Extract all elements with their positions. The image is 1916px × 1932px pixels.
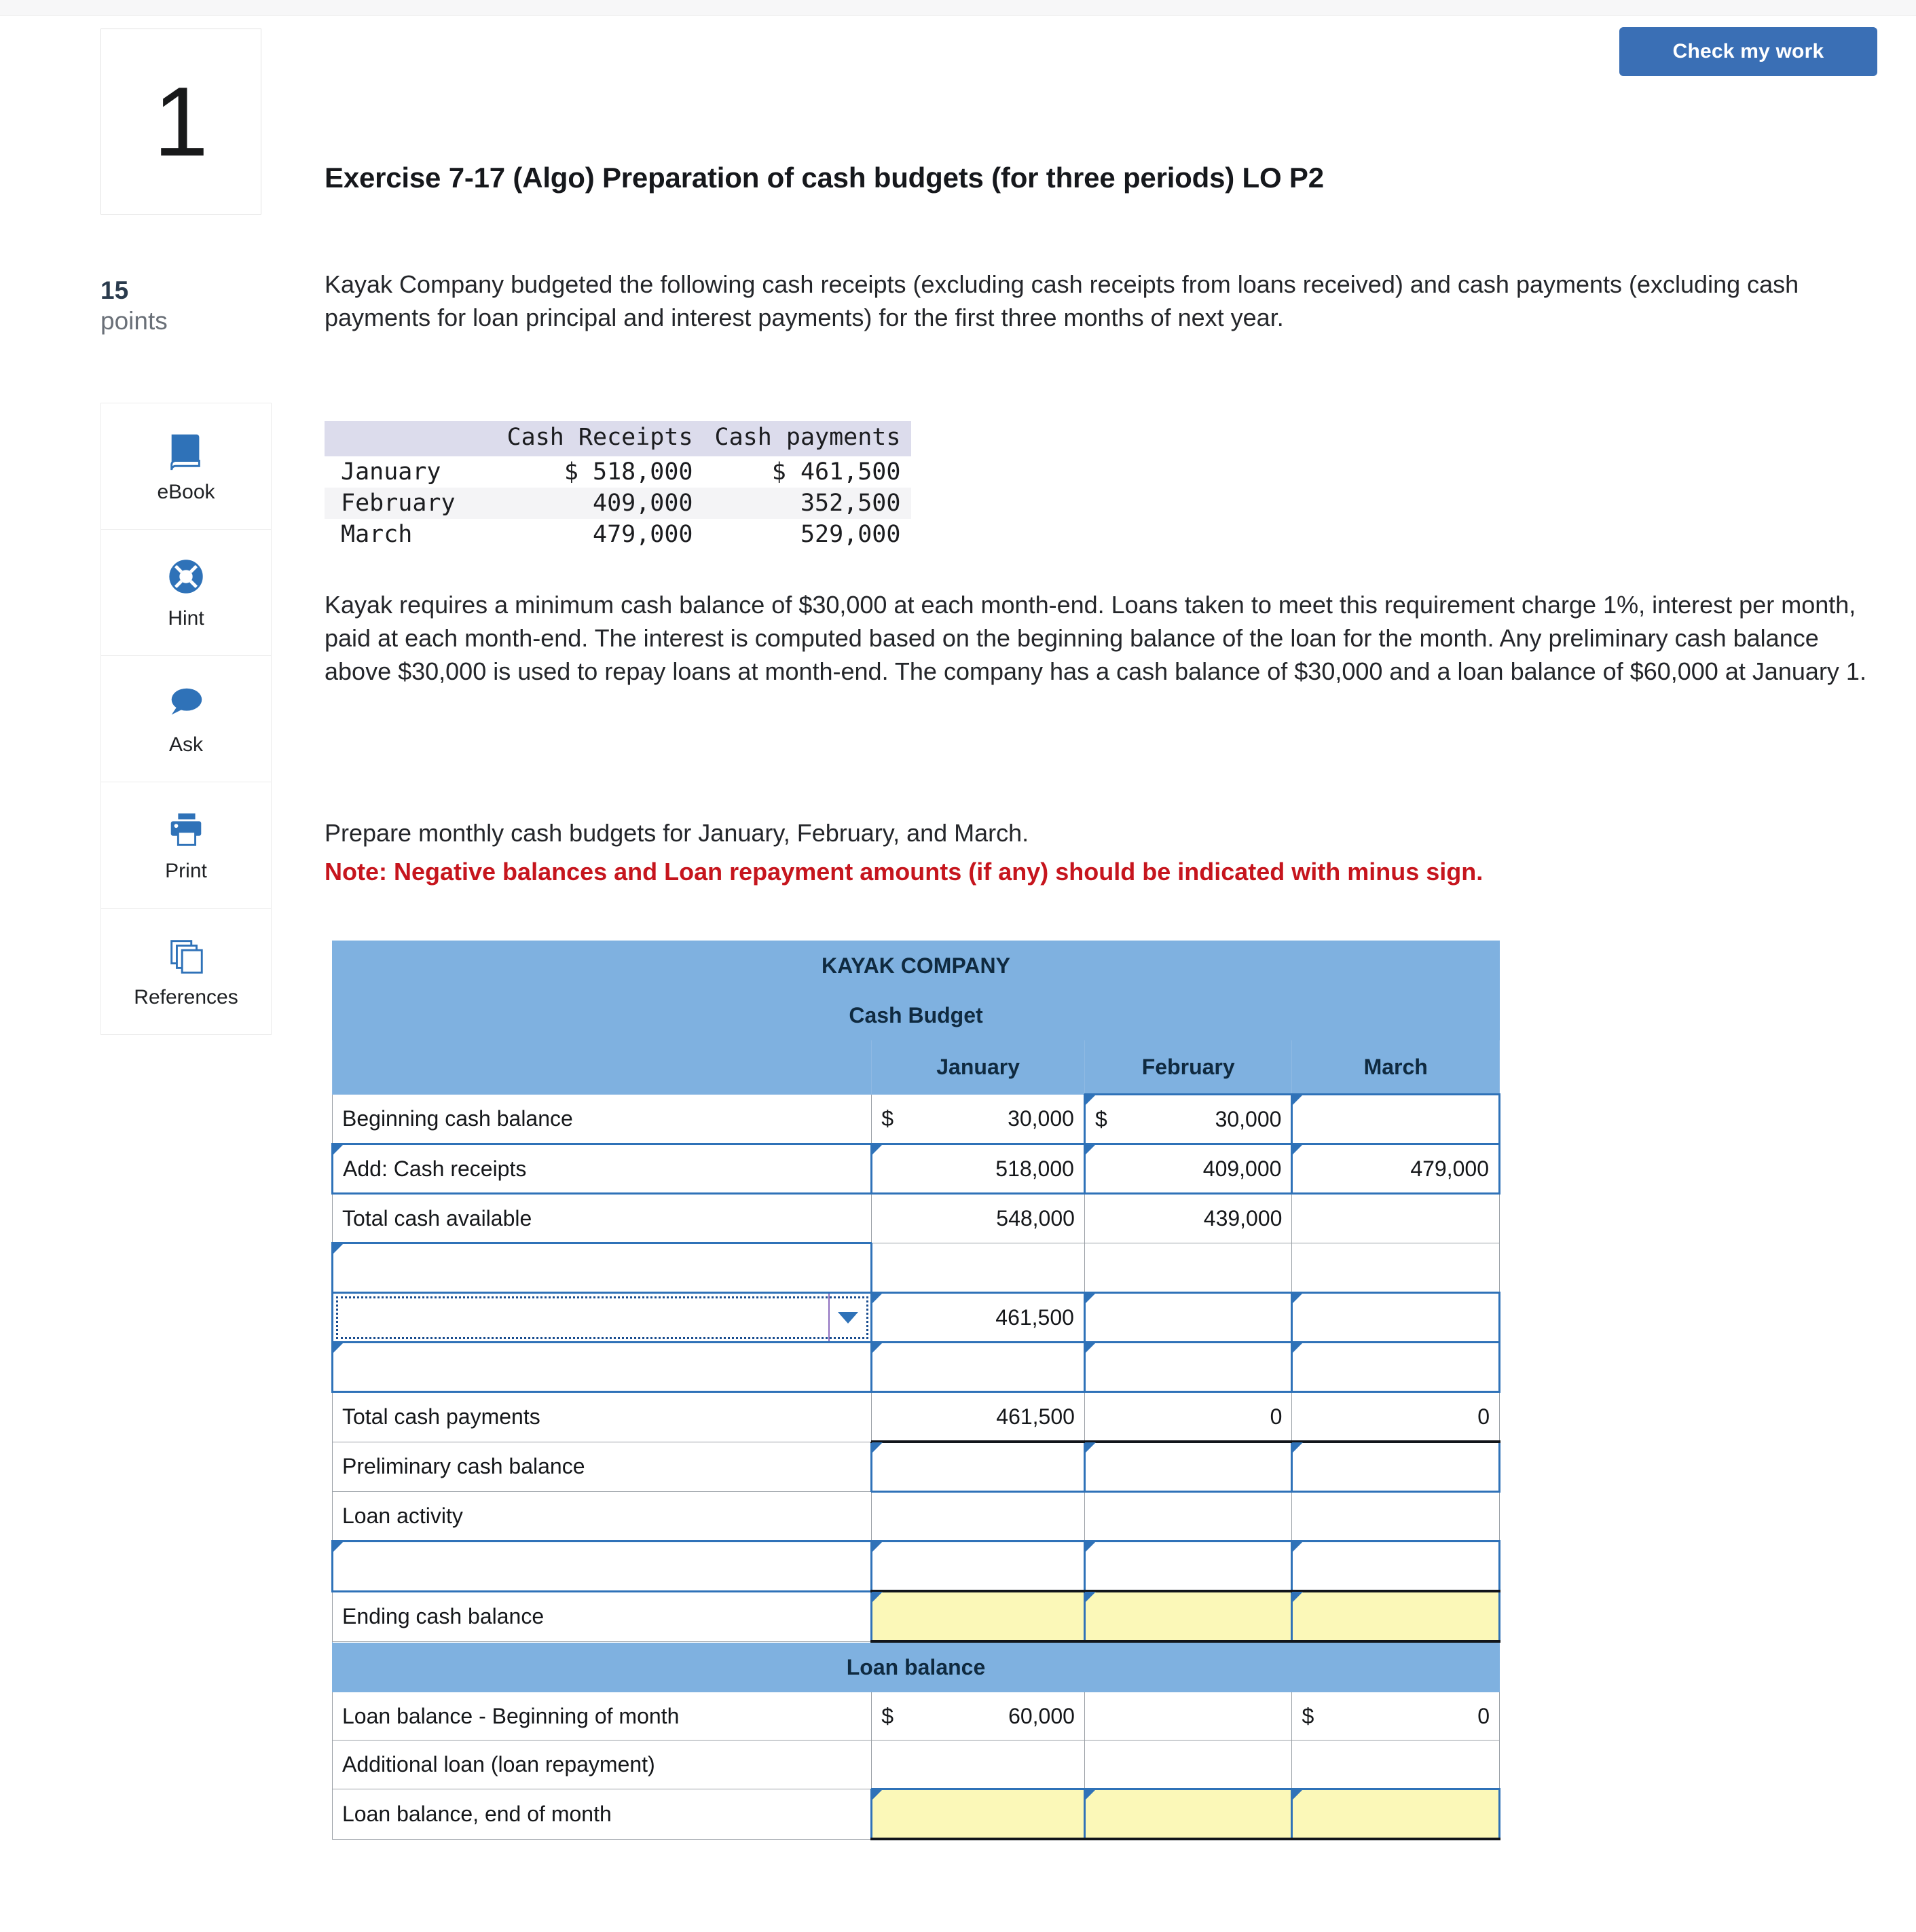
rail-label: Hint: [168, 606, 204, 630]
rail-label: Ask: [168, 733, 203, 756]
cell-jan[interactable]: [872, 1243, 1085, 1293]
row-month: March: [341, 521, 413, 548]
cell-jan[interactable]: [872, 1789, 1085, 1840]
row-total-cash-available: [333, 1194, 1500, 1243]
column-header-january: January: [872, 1040, 1085, 1095]
cell-mar[interactable]: [1292, 1243, 1500, 1293]
row-receipts: $ 518,000: [564, 458, 693, 486]
instructions-block: [325, 817, 1886, 889]
worksheet-company-row: [333, 941, 1500, 991]
points-label: points: [100, 307, 168, 335]
check-my-work-button[interactable]: Check my work: [1619, 27, 1877, 76]
column-header-february: February: [1084, 1040, 1292, 1095]
header-cash-payments: Cash payments: [704, 421, 912, 456]
ebook-icon: [165, 429, 207, 471]
currency-symbol: $: [881, 1106, 894, 1131]
row-blank-loan: [333, 1542, 1500, 1592]
cell-feb[interactable]: [1084, 1692, 1292, 1740]
cell-feb[interactable]: [1084, 1591, 1292, 1641]
cell-value: 30,000: [1215, 1106, 1282, 1131]
rail-item-hint[interactable]: [101, 530, 271, 656]
row-blank-payment-1: [333, 1243, 1500, 1293]
row-beginning-cash-balance: [333, 1095, 1500, 1144]
cell-feb[interactable]: [1084, 1542, 1292, 1592]
row-payments: 352,500: [704, 488, 912, 519]
row-label: Loan balance, end of month: [333, 1789, 872, 1840]
cell-mar[interactable]: [1292, 1194, 1500, 1243]
row-total-cash-payments: [333, 1392, 1500, 1442]
currency-symbol: $: [1094, 1106, 1107, 1131]
row-blank-payment-2: [333, 1343, 1500, 1392]
cell-mar[interactable]: [1292, 1095, 1500, 1144]
rail-label: References: [134, 985, 238, 1008]
row-label[interactable]: [333, 1542, 872, 1592]
row-label: Loan balance - Beginning of month: [333, 1692, 872, 1740]
row-receipts: 409,000: [496, 488, 704, 519]
cell-feb[interactable]: [1084, 1789, 1292, 1840]
lifebuoy-icon: [165, 555, 207, 598]
cell-jan[interactable]: [872, 1492, 1085, 1542]
cell-feb[interactable]: [1084, 1293, 1292, 1343]
row-additional-loan: [333, 1740, 1500, 1789]
requirements-paragraph: Kayak requires a minimum cash balance of $30,000 at each month-end. Loans taken to meet this requirement charge 1%, interest per month, paid at each month-end. The interest is computed based on the beginning balance of the loan for the month. Any preliminary cash balance above $30,000 is used to repay loans at month-end. The company has a cash balance of $30,000 and a loan balance of $60,000 at January 1.: [325, 591, 1866, 685]
worksheet-column-header-row: [333, 1040, 1500, 1095]
speech-bubble-icon: [165, 682, 207, 724]
row-label: Preliminary cash balance: [333, 1442, 872, 1492]
row-loan-balance-beginning: [333, 1692, 1500, 1740]
row-loan-balance-end: [333, 1789, 1500, 1840]
payment-category-dropdown[interactable]: [333, 1293, 872, 1343]
header-blank: [325, 421, 496, 456]
cell-jan[interactable]: 461,500: [872, 1293, 1085, 1343]
rail-label: Print: [165, 859, 207, 882]
column-header-blank: [333, 1040, 872, 1095]
row-label: Beginning cash balance: [333, 1095, 872, 1144]
row-label[interactable]: [333, 1243, 872, 1293]
cell-value: 30,000: [1008, 1106, 1074, 1131]
row-label: Total cash available: [333, 1194, 872, 1243]
printer-icon: [165, 808, 207, 850]
rail-item-references[interactable]: [101, 909, 271, 1034]
cell-feb[interactable]: 439,000: [1084, 1194, 1292, 1243]
cell-jan[interactable]: [872, 1591, 1085, 1641]
row-label[interactable]: [333, 1343, 872, 1392]
loan-balance-section-header: [333, 1641, 1500, 1692]
cell-mar[interactable]: [1292, 1542, 1500, 1592]
cell-mar[interactable]: [1292, 1492, 1500, 1542]
points-value: 15: [100, 276, 129, 304]
statement-title: Cash Budget: [333, 991, 1500, 1040]
question-number-box: 1: [100, 29, 261, 215]
cell-feb[interactable]: 0: [1084, 1392, 1292, 1442]
row-month: January: [341, 458, 441, 486]
currency-symbol: $: [881, 1703, 894, 1728]
row-label: Ending cash balance: [333, 1591, 872, 1641]
cell-feb[interactable]: [1084, 1243, 1292, 1293]
worksheet-statement-row: [333, 991, 1500, 1040]
cell-mar[interactable]: [1292, 1591, 1500, 1641]
cell-feb[interactable]: [1084, 1740, 1292, 1789]
cell-jan[interactable]: [872, 1692, 1085, 1740]
page-title: Exercise 7-17 (Algo) Preparation of cash budgets (for three periods) LO P2: [325, 162, 1324, 194]
row-payments: $ 461,500: [771, 458, 901, 486]
cell-mar[interactable]: [1292, 1740, 1500, 1789]
given-data-table: [325, 421, 911, 550]
rail-item-ask[interactable]: [101, 656, 271, 782]
header-cash-receipts: Cash Receipts: [496, 421, 704, 456]
row-month: February: [325, 488, 496, 519]
rail-item-ebook[interactable]: [101, 403, 271, 530]
row-label: Loan activity: [333, 1492, 872, 1542]
row-payment-select: [333, 1293, 1500, 1343]
chevron-down-icon[interactable]: [828, 1294, 866, 1341]
currency-symbol: $: [1302, 1703, 1314, 1728]
cell-jan[interactable]: 548,000: [872, 1194, 1085, 1243]
row-loan-activity: [333, 1492, 1500, 1542]
cash-budget-worksheet: [331, 941, 1500, 1840]
cell-value: 0: [1477, 1703, 1490, 1728]
cell-mar[interactable]: [1292, 1442, 1500, 1492]
cell-mar[interactable]: [1292, 1343, 1500, 1392]
cell-feb[interactable]: 409,000: [1084, 1144, 1292, 1194]
cell-value: 60,000: [1008, 1703, 1075, 1728]
table-row: [325, 519, 911, 550]
company-title: KAYAK COMPANY: [333, 941, 1500, 991]
pages-stack-icon: [165, 934, 207, 977]
tool-rail: [100, 403, 272, 1035]
cell-jan[interactable]: [872, 1095, 1085, 1144]
rail-item-print[interactable]: [101, 782, 271, 909]
cell-feb[interactable]: [1084, 1343, 1292, 1392]
row-label[interactable]: Add: Cash receipts: [333, 1144, 872, 1194]
prepare-instruction: Prepare monthly cash budgets for January, February, and March.: [325, 819, 1029, 847]
cell-mar[interactable]: 479,000: [1292, 1144, 1500, 1194]
cell-feb[interactable]: [1084, 1442, 1292, 1492]
cell-mar[interactable]: 0: [1292, 1392, 1500, 1442]
table-row: [325, 488, 911, 519]
row-ending-cash-balance: [333, 1591, 1500, 1641]
cell-jan[interactable]: [872, 1343, 1085, 1392]
cell-mar[interactable]: [1292, 1789, 1500, 1840]
cell-jan[interactable]: [872, 1442, 1085, 1492]
row-label: Total cash payments: [333, 1392, 872, 1442]
cell-mar[interactable]: [1292, 1293, 1500, 1343]
column-header-march: March: [1292, 1040, 1500, 1095]
cell-jan[interactable]: [872, 1740, 1085, 1789]
cell-feb[interactable]: [1084, 1095, 1292, 1144]
row-receipts: 479,000: [593, 521, 693, 548]
cell-jan[interactable]: [872, 1542, 1085, 1592]
cell-jan[interactable]: 461,500: [872, 1392, 1085, 1442]
row-payments: 529,000: [800, 521, 901, 548]
intro-paragraph: Kayak Company budgeted the following cash receipts (excluding cash receipts from loans received) and cash payments (excluding cash payments for loan principal and interest payments) for the first three months of next year.: [325, 270, 1799, 331]
top-bar: [0, 0, 1916, 16]
table-header-row: [325, 421, 911, 456]
row-label: Additional loan (loan repayment): [333, 1740, 872, 1789]
points-display: [100, 275, 250, 336]
cell-feb[interactable]: [1084, 1492, 1292, 1542]
table-row: [325, 456, 911, 488]
cell-jan[interactable]: 518,000: [872, 1144, 1085, 1194]
row-preliminary-cash-balance: [333, 1442, 1500, 1492]
row-add-cash-receipts: [333, 1144, 1500, 1194]
negative-note: Note: Negative balances and Loan repayment amounts (if any) should be indicated with minus sign.: [325, 857, 1484, 886]
rail-label: eBook: [157, 480, 215, 503]
cell-mar[interactable]: [1292, 1692, 1500, 1740]
loan-balance-title: Loan balance: [333, 1641, 1500, 1692]
